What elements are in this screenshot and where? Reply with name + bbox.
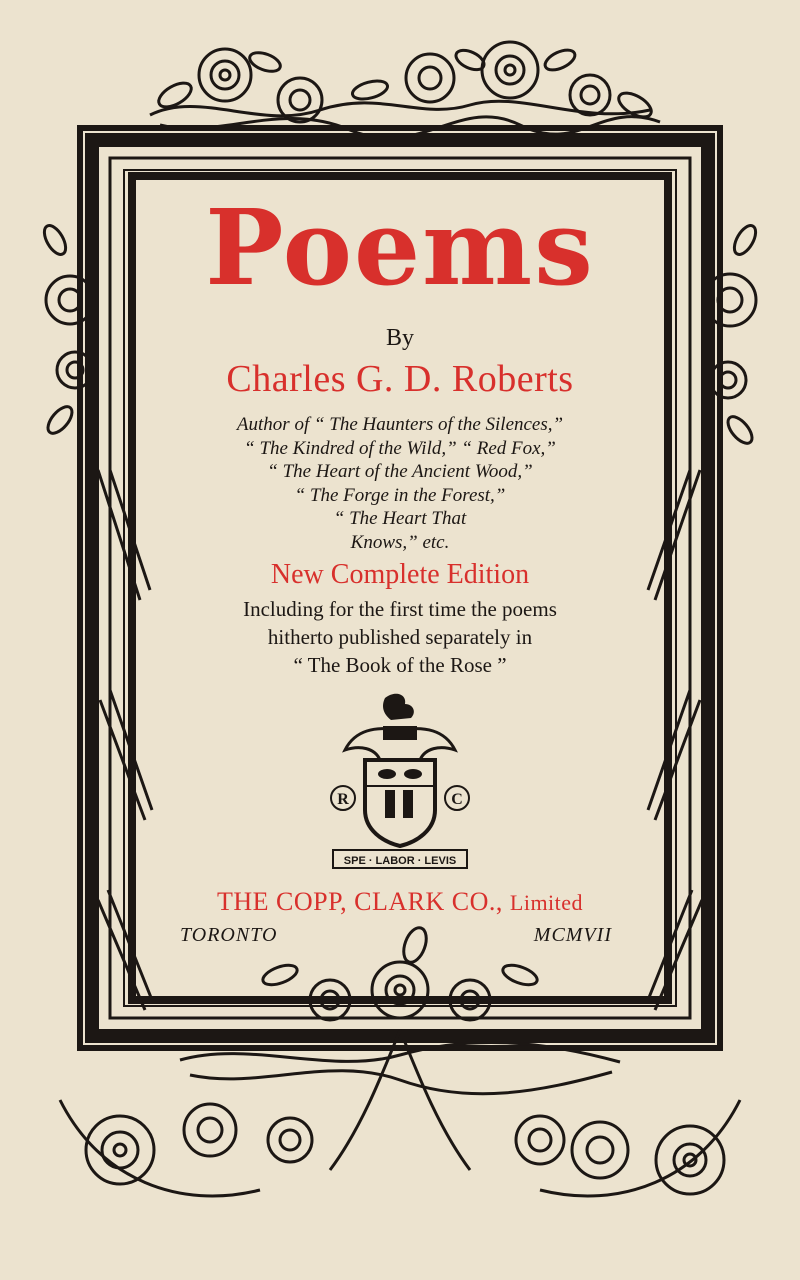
- crest-motto: SPE · LABOR · LEVIS: [343, 855, 457, 867]
- other-works-line: “ The Forge in the Forest,”: [294, 484, 506, 506]
- edition-heading: New Complete Edition: [270, 559, 530, 590]
- author-name: Charles G. D. Roberts: [226, 358, 574, 400]
- other-works-line: Author of “ The Haunters of the Silences,”: [236, 414, 564, 435]
- edition-note-line: “ The Book of the Rose ”: [293, 653, 507, 677]
- publisher-crest-emblem: [325, 690, 475, 870]
- by-line: By: [385, 325, 414, 351]
- crest-monogram-right: C: [451, 791, 463, 808]
- edition-note: [140, 595, 660, 679]
- edition-note-line: hitherto published separately in: [267, 625, 533, 649]
- book-title: Poems: [205, 186, 595, 309]
- publication-year: MCMVII: [533, 924, 612, 946]
- other-works-line: “ The Heart of the Ancient Wood,”: [267, 461, 533, 482]
- crest-monogram-left: R: [337, 791, 349, 808]
- other-works-line: Knows,” etc.: [350, 531, 450, 553]
- other-works-line: “ The Kindred of the Wild,” “ Red Fox,”: [244, 437, 556, 459]
- publisher-suffix: Limited: [509, 890, 584, 915]
- other-works-list: [140, 413, 660, 554]
- publisher-name: [140, 887, 660, 917]
- publisher-city: TORONTO: [180, 924, 278, 946]
- edition-note-line: Including for the first time the poems: [243, 597, 557, 621]
- other-works-line: “ The Heart That: [333, 508, 467, 529]
- publisher-name-text: THE COPP, CLARK CO.,: [216, 887, 503, 916]
- title-panel: [140, 175, 660, 1015]
